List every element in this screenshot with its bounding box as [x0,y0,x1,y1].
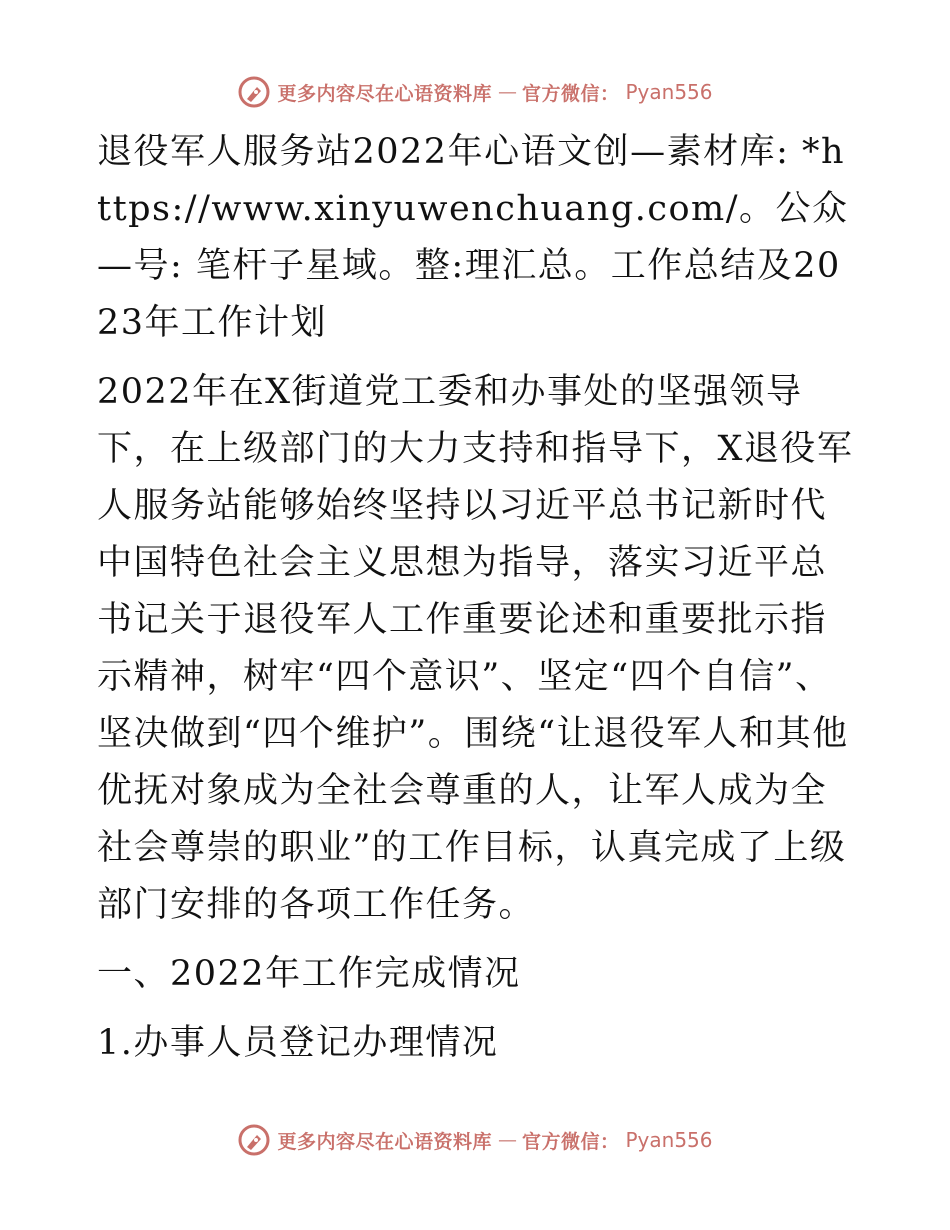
footer-watermark-banner [0,1120,950,1160]
document-body [97,124,857,1072]
promo-text: 更多内容尽在心语资料库 [277,82,492,105]
intro-paragraph: 2022年在X街道党工委和办事处的坚强领导下，在上级部门的大力支持和指导下，X退役军人服务站能够始终坚持以习近平总书记新时代中国特色社会主义思想为指导，落实习近平总书记关于退役军人工作重要论述和重要批示指示精神，树牢“四个意识”、坚定“四个自信”、坚决做到“四个维护”。围绕“让退役军人和其他优抚对象成为全社会尊重的人，让军人成为全社会尊崇的职业”的工作目标，认真完成了上级部门安排的各项工作任务。 [97,372,854,925]
header-watermark-banner [0,72,950,112]
subsection-heading: 1.办事人员登记办理情况 [97,1023,499,1063]
pen-nib-circle-icon [237,1123,271,1157]
separator-dash: — [497,1129,516,1151]
section-heading: 一、2022年工作完成情况 [97,954,521,994]
wechat-id: Pyan556 [625,1128,713,1152]
promo-text: 更多内容尽在心语资料库 [277,1130,492,1153]
wechat-label: 官方微信： [521,82,620,105]
document-title: 退役军人服务站2022年心语文创—素材库: *https://www.xinyuwenchuang.com/。公众—号: 笔杆子星域。整:理汇总。工作总结及2023年工作计划 [97,132,849,343]
separator-dash: — [497,81,516,103]
wechat-id: Pyan556 [625,80,713,104]
wechat-label: 官方微信： [521,1130,620,1153]
pen-nib-circle-icon [237,75,271,109]
